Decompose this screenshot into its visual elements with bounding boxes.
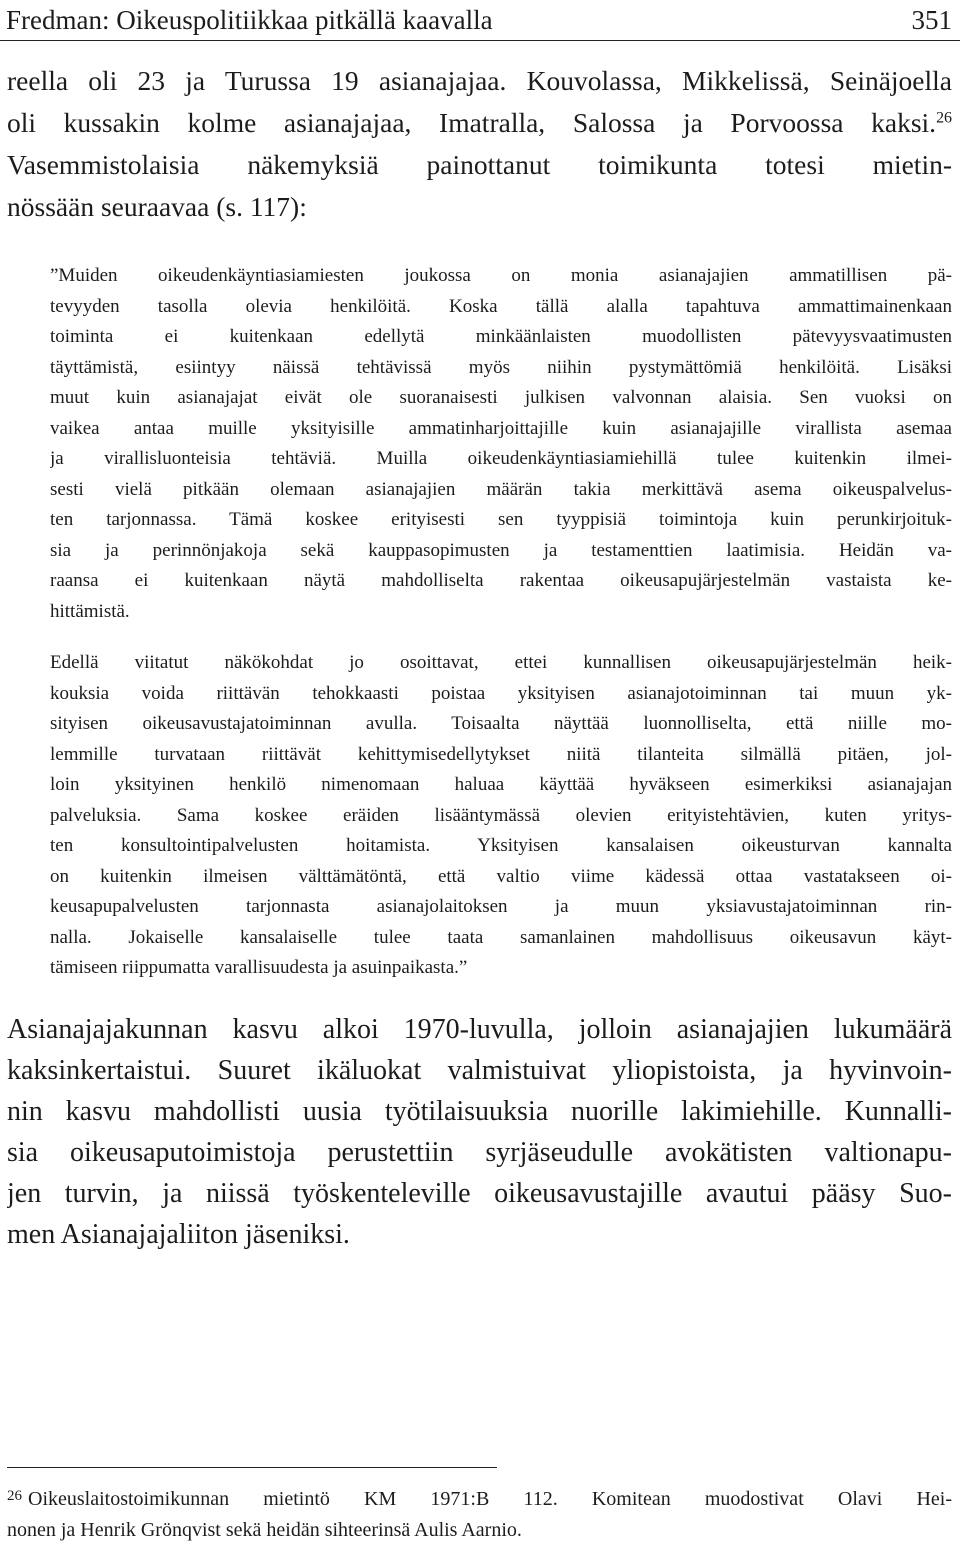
quote-line: on kuitenkin ilmeisen välttämätöntä, että valtio viime kädessä ottaa vastatakseen oi-	[50, 865, 952, 887]
quote-line: tevyyden tasolla olevia henkilöitä. Koska tällä alalla tapahtuva ammattimainenkaan	[50, 295, 952, 317]
quote-line: ”Muiden oikeudenkäyntiasiamiesten joukossa on monia asianajajien ammatillisen pä-	[50, 265, 952, 286]
quote-line: nalla. Jokaiselle kansalaiselle tulee taata samanlainen mahdollisuus oikeusavun käyt-	[50, 926, 952, 948]
page-header	[6, 2, 952, 38]
text-line: men Asianajajaliiton jäseniksi.	[7, 1219, 350, 1250]
text-line: Asianajajakunnan kasvu alkoi 1970-luvulla, jolloin asianajajien lukumäärä	[7, 1014, 952, 1045]
footnote-line: $^{26}$ Oikeuslaitostoimikunnan mietintö KM 1971:B 112. Komitean muodostivat Olavi Hei-	[7, 1488, 952, 1510]
quote-line: ten tarjonnassa. Tämä koskee erityisesti sen tyyppisiä toimintoja kuin perunkirjoituk-	[50, 509, 952, 530]
quote-line: tämiseen riippumatta varallisuudesta ja asuinpaikasta.”	[50, 957, 468, 978]
footnote-reference[interactable]: 26	[936, 109, 952, 127]
quote-line: täyttämistä, esiintyy näissä tehtävissä myös niihin pystymättömiä henkilöitä. Lisäksi	[50, 356, 952, 378]
running-title: Fredman: Oikeuspolitiikkaa pitkällä kaavalla	[6, 4, 493, 35]
quote-line: sesti vielä pitkään olemaan asianajajien määrän takia merkittävä asema oikeuspalvelus-	[50, 478, 952, 500]
quote-line: hittämistä.	[50, 600, 130, 622]
text-line: oli kussakin kolme asianajajaa, Imatralla, Salossa ja Porvoossa kaksi.$^{26}$	[7, 107, 952, 138]
quote-line: palveluksia. Sama koskee eräiden lisääntymässä olevien erityistehtävien, kuten yritys-	[50, 804, 952, 826]
footnote-line: nonen ja Henrik Grönqvist sekä heidän sihteerinsä Aulis Aarnio.	[7, 1519, 522, 1541]
block-quote-paragraph-2	[50, 648, 952, 984]
text-line: reella oli 23 ja Turussa 19 asianajajaa. Kouvolassa, Mikkelissä, Seinäjoella	[7, 65, 952, 96]
footnote-number: 26	[7, 1488, 22, 1504]
intro-paragraph	[7, 60, 952, 228]
page-number: 351	[911, 4, 952, 35]
quote-line: loin yksityinen henkilö nimenomaan haluaa käyttää hyväkseen esimerkiksi asianajajan	[50, 774, 952, 795]
quote-line: muut kuin asianajajat eivät ole suoranaisesti julkisen valvonnan alaisia. Sen vuoksi on	[50, 387, 952, 408]
text-line: Vasemmistolaisia näkemyksiä painottanut toimikunta totesi mietin-	[7, 149, 952, 180]
footnote-separator	[7, 1467, 497, 1468]
block-quote-paragraph-1	[50, 261, 952, 627]
text-line: nössään seuraavaa (s. 117):	[7, 191, 307, 222]
quote-line: sityisen oikeusavustajatoiminnan avulla. Toisaalta näyttää luonnolliselta, että niille mo-	[50, 713, 952, 734]
text-line: jen turvin, ja niissä työskenteleville oikeusavustajille avautui pääsy Suo-	[7, 1178, 952, 1209]
quote-line: raansa ei kuitenkaan näytä mahdolliselta rakentaa oikeusapujärjestelmän vastaista ke-	[50, 570, 952, 591]
quote-line: vaikea antaa muille yksityisille ammatinharjoittajille kuin asianajajille virallista asemaa	[50, 417, 952, 439]
text-line: kaksinkertaistui. Suuret ikäluokat valmistuivat yliopistoista, ja hyvinvoin-	[7, 1055, 952, 1086]
quote-line: toiminta ei kuitenkaan edellytä minkäänlaisten muodollisten pätevyysvaatimusten	[50, 326, 952, 347]
quote-line: ja virallisluonteisia tehtäviä. Muilla oikeudenkäyntiasiamiehillä tulee kuitenkin ilmei-	[50, 448, 952, 469]
text-line: sia oikeusaputoimistoja perustettiin syrjäseudulle avokätisten valtionapu-	[7, 1137, 952, 1168]
text-line: nin kasvu mahdollisti uusia työtilaisuuksia nuorille lakimiehille. Kunnalli-	[7, 1096, 952, 1127]
quote-line: sia ja perinnönjakoja sekä kauppasopimusten ja testamenttien laatimisia. Heidän va-	[50, 539, 952, 561]
quote-line: Edellä viitatut näkökohdat jo osoittavat, ettei kunnallisen oikeusapujärjestelmän heik-	[50, 652, 952, 673]
header-rule	[0, 40, 960, 41]
quote-line: ten konsultointipalvelusten hoitamista. Yksityisen kansalaisen oikeusturvan kannalta	[50, 835, 952, 856]
quote-line: lemmille turvataan riittävät kehittymisedellytykset niitä tilanteita silmällä pitäen, jol-	[50, 743, 952, 765]
quote-line: kouksia voida riittävän tehokkaasti poistaa yksityisen asianajotoiminnan tai muun yk-	[50, 682, 952, 704]
footnote	[7, 1481, 952, 1546]
closing-paragraph	[7, 1009, 952, 1255]
quote-line: keusapupalvelusten tarjonnasta asianajolaitoksen ja muun yksiavustajatoiminnan rin-	[50, 896, 952, 917]
